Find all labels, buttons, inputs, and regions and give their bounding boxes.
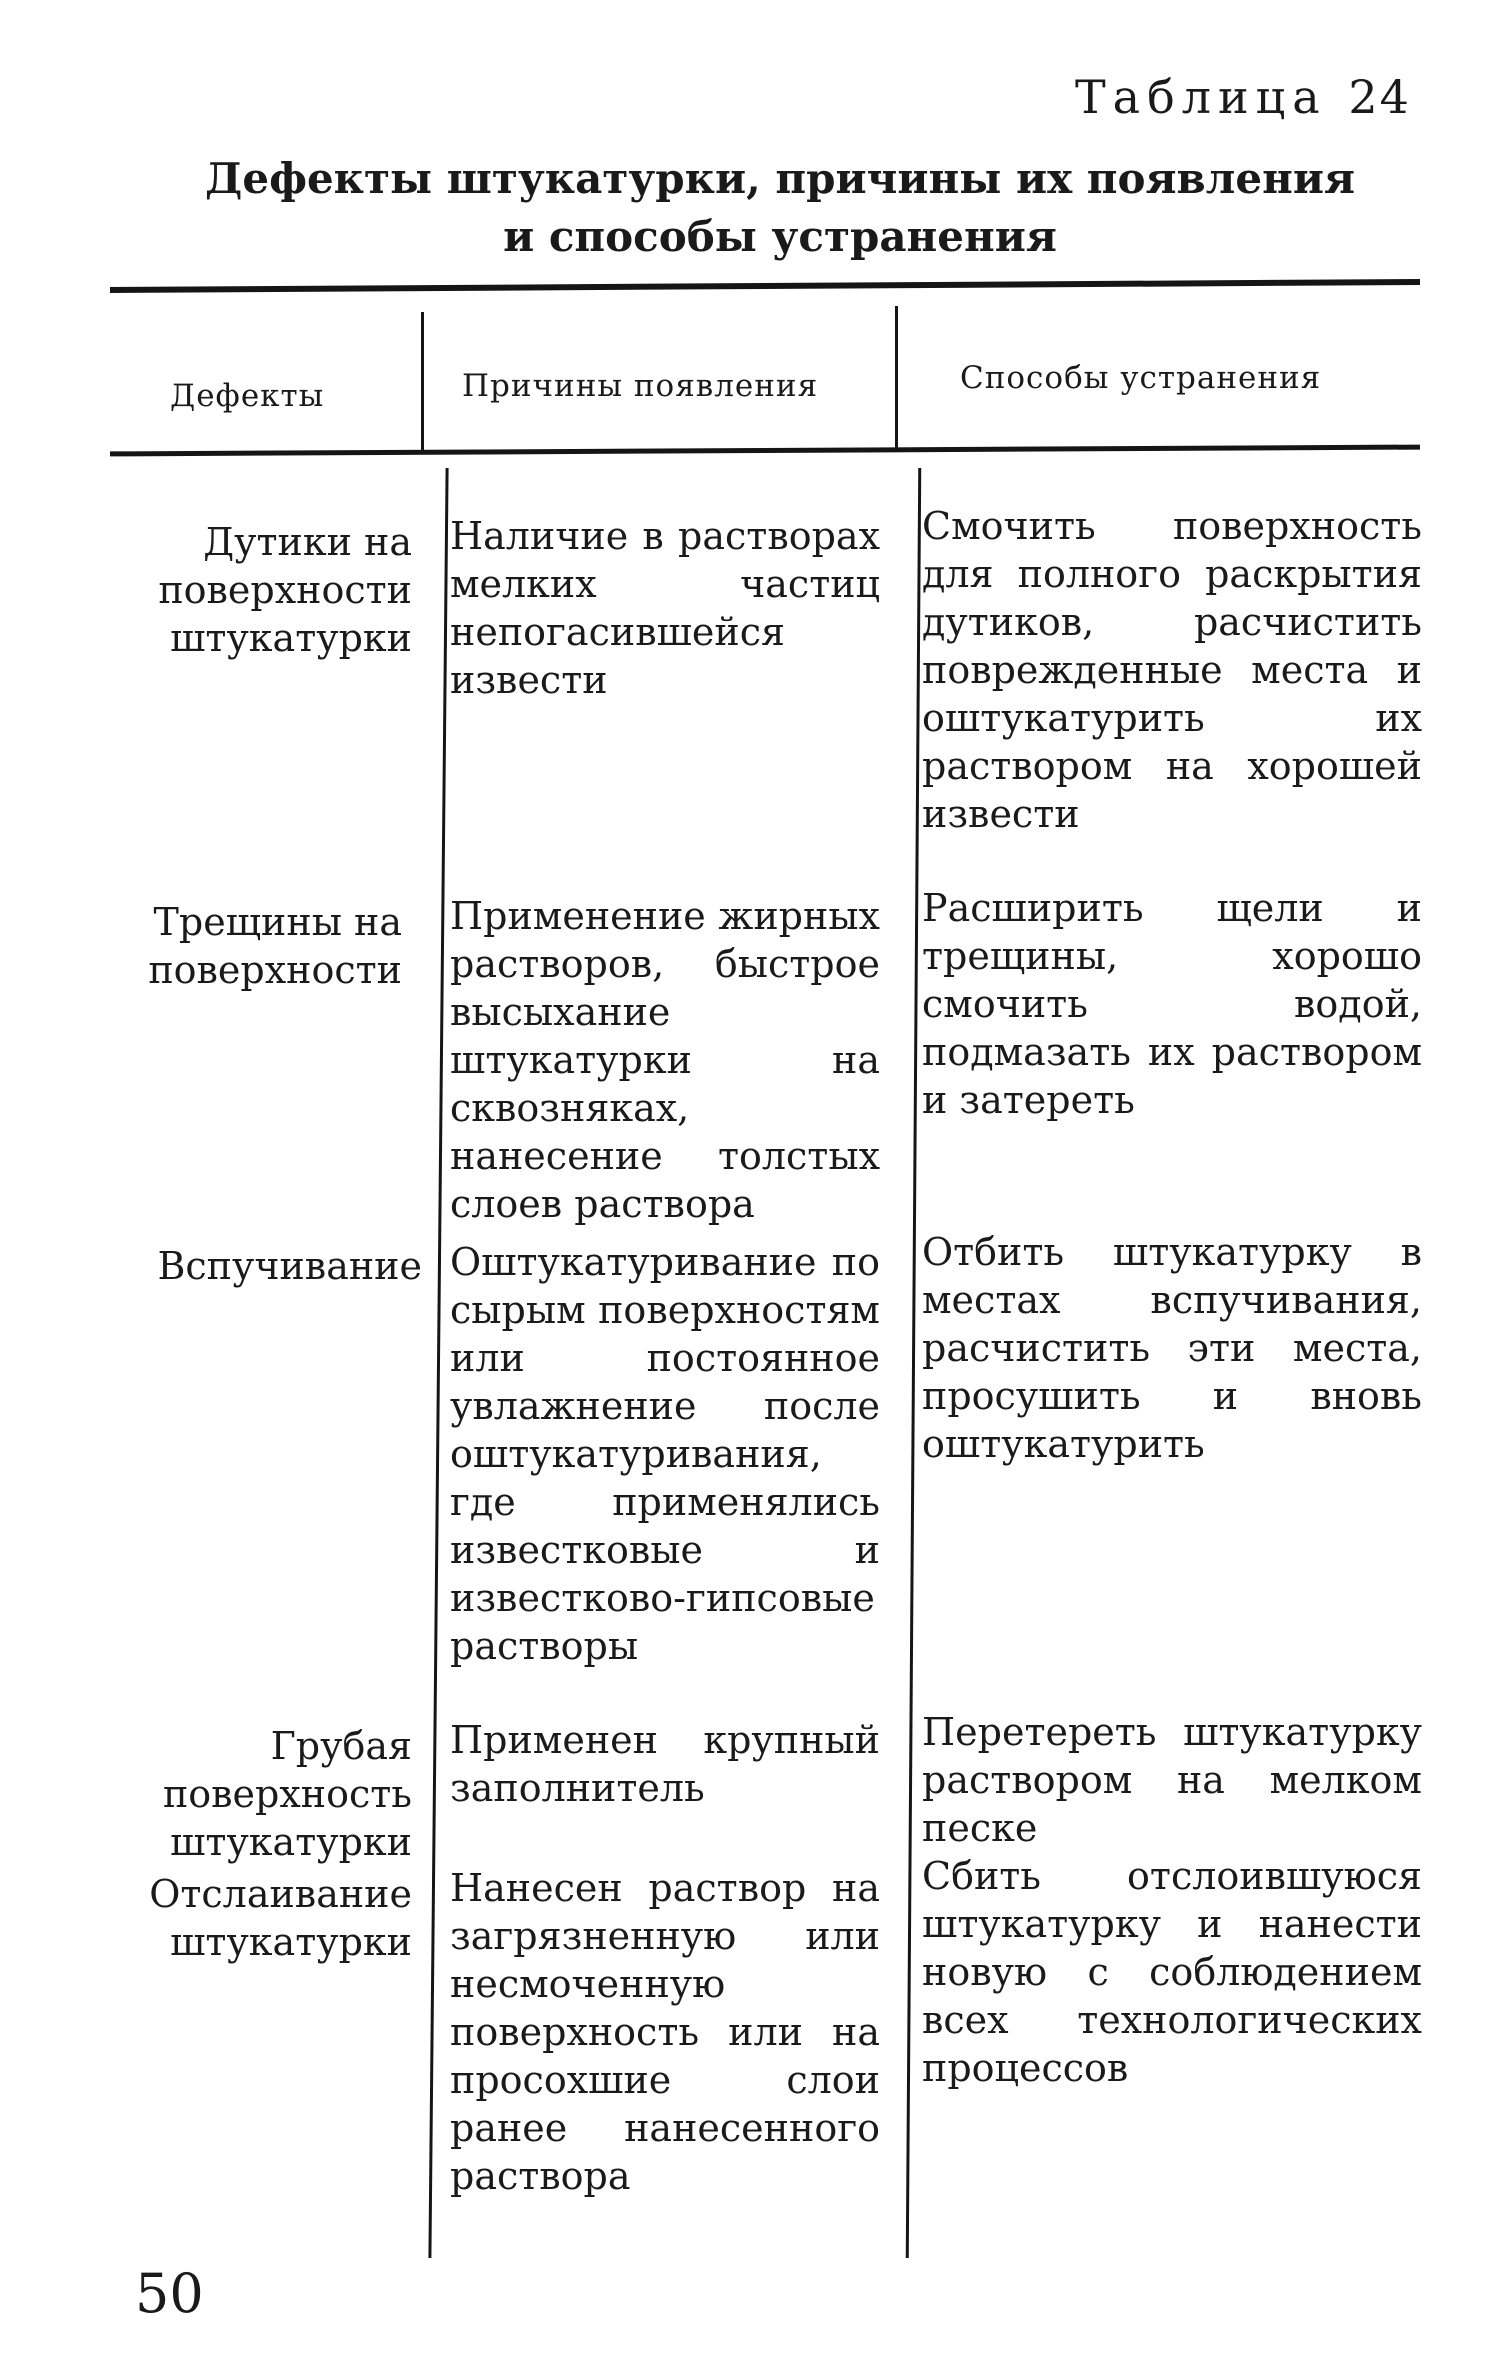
row-2-remedy: Расширить щели и трещины, хорошо смочить водой, подмазать их раствором и затереть bbox=[922, 886, 1422, 1122]
table-label: Таблица bbox=[1075, 70, 1327, 124]
row-3-defect: Вспучивание bbox=[157, 1244, 422, 1288]
row-1-cause: Наличие в растворах мелких частиц непогасившейся извести bbox=[450, 514, 880, 702]
table-title bbox=[180, 150, 1380, 266]
column-divider-1-body bbox=[428, 468, 448, 2258]
row-1-defect: Дутики на поверхности штукатурки bbox=[158, 520, 412, 660]
row-4-remedy: Перетереть штукатурку раствором на мелком песке bbox=[922, 1710, 1422, 1850]
top-rule bbox=[110, 279, 1420, 293]
header-remedies: Способы устранения bbox=[960, 360, 1322, 396]
row-2-cause: Применение жирных растворов, быстрое высыхание штукатурки на сквозняках, нанесение толстых слоев раствора bbox=[450, 894, 880, 1226]
row-5-cause: Нанесен раствор на загрязненную или несмоченную поверхность или на просохшие слои ранее нанесенного раствора bbox=[450, 1866, 880, 2198]
column-divider-2-body bbox=[906, 468, 921, 2258]
header-defects: Дефекты bbox=[170, 378, 325, 414]
column-divider-2 bbox=[895, 306, 898, 450]
row-2-defect: Трещины на поверхности bbox=[148, 900, 402, 992]
row-4-defect: Грубая поверхность штукатурки bbox=[162, 1724, 412, 1864]
page-number: 50 bbox=[135, 2262, 204, 2325]
row-5-remedy: Сбить отслоившуюся штукатурку и нанести новую с соблюдением всех технологических процессов bbox=[922, 1854, 1422, 2090]
table-number bbox=[1075, 70, 1411, 124]
row-1-remedy: Смочить поверхность для полного раскрытия дутиков, расчистить поврежденные места и оштукатурить их раствором на хорошей извести bbox=[922, 504, 1422, 836]
header-rule bbox=[110, 445, 1420, 457]
header-causes: Причины появления bbox=[462, 368, 819, 404]
title-line-2: и способы устранения bbox=[503, 212, 1057, 261]
row-4-cause: Применен крупный заполнитель bbox=[450, 1718, 880, 1810]
title-line-1: Дефекты штукатурки, причины их появления bbox=[205, 154, 1355, 203]
row-3-remedy: Отбить штукатурку в местах вспучивания, расчистить эти места, просушить и вновь оштукатурить bbox=[922, 1230, 1422, 1466]
row-5-defect: Отслаивание штукатурки bbox=[149, 1872, 412, 1964]
column-divider-1 bbox=[421, 312, 424, 450]
table-num: 24 bbox=[1348, 70, 1411, 124]
row-3-cause: Оштукатуривание по сырым поверхностям или постоянное увлажнение после оштукатуривания, где применялись известковые и известково-гипсовые растворы bbox=[450, 1240, 880, 1668]
